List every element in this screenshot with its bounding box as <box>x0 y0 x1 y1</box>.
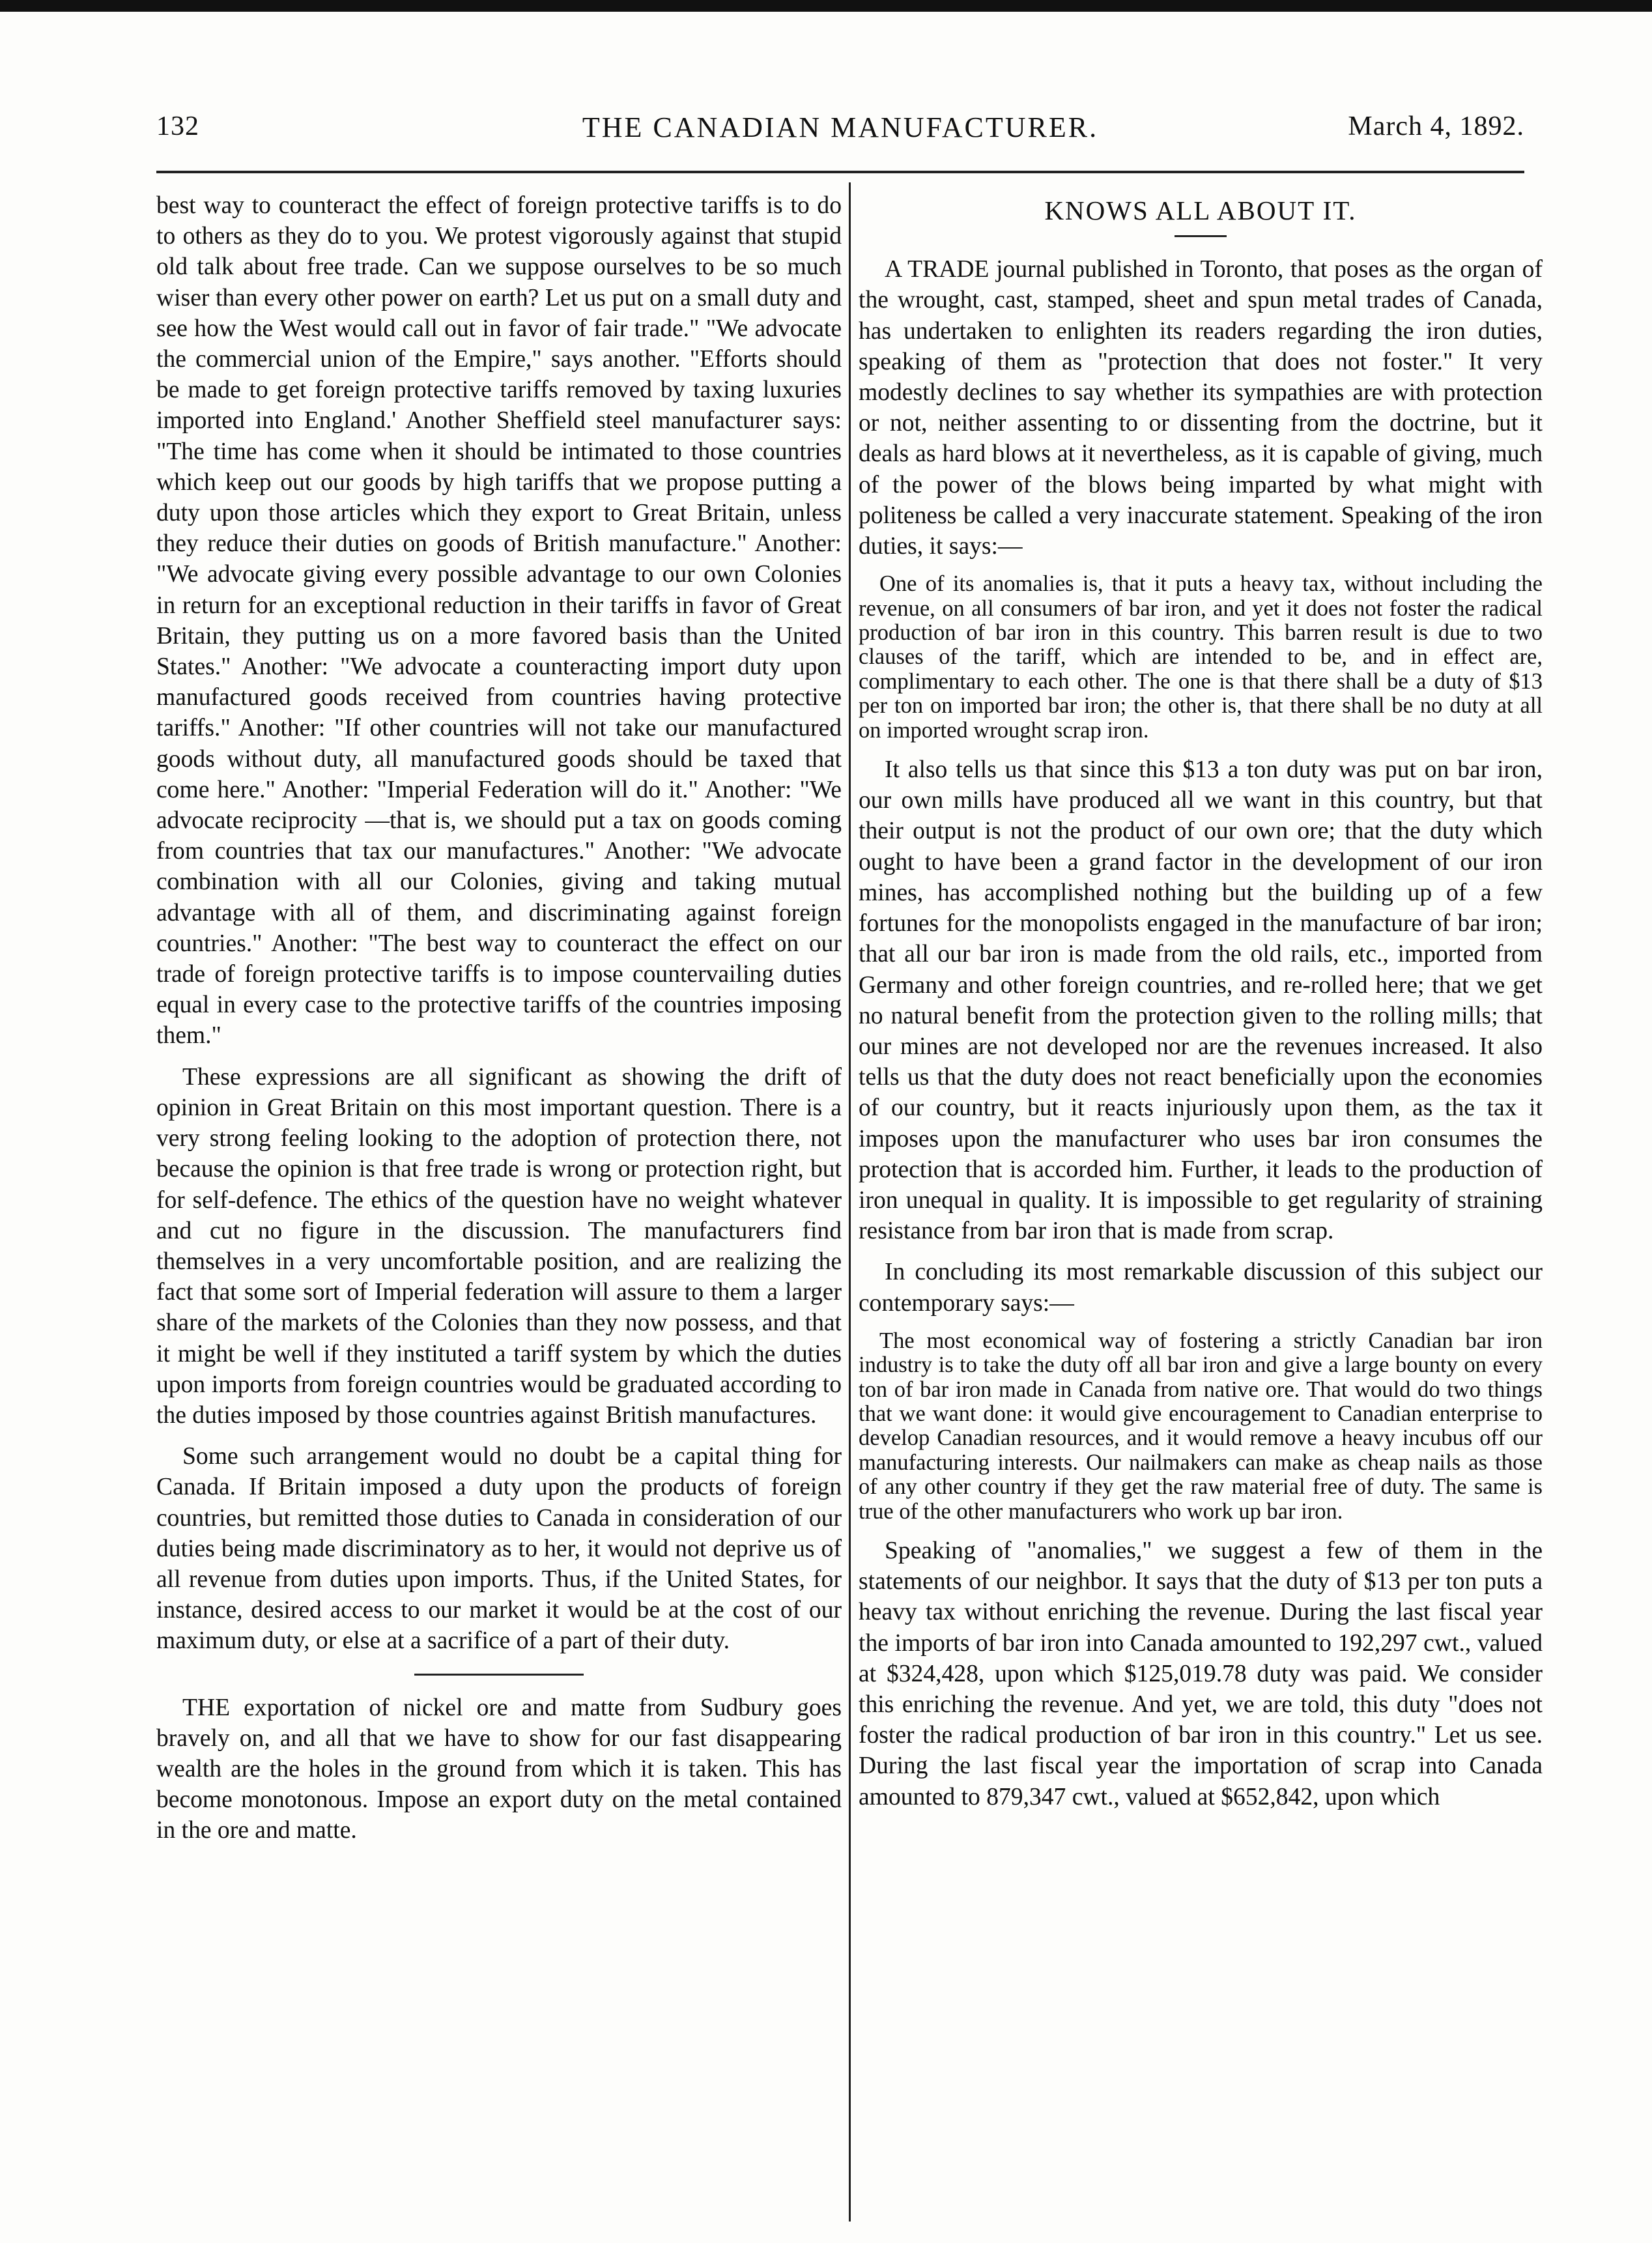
article-intro: A TRADE journal published in Toronto, that poses as the organ of the wrought, cast, stamped, sheet and spun metal trades of Canada, has undertaken to enlighten its readers regarding the iron duties, speaking of them as "protection that does not foster." It very modestly declines to say whether its sympathies are with protection or not, neither assenting to or dissenting from the doctrine, but it deals as hard blows at it nevertheless, as it is capable of giving, much of the power of the blows being imparted by what might with politeness be called a very inaccurate statement. Speaking of the iron duties, it says:— <box>859 256 1543 560</box>
article-paragraph-4: Speaking of "anomalies," we suggest a few of them in the statements of our neighbor. It says that the duty of $13 per ton puts a heavy tax without enriching the revenue. During the last fiscal year the imports of bar iron into Canada amounted to 192,297 cwt., valued at $324,428, upon which $125,019.78 duty was paid. We consider this enriching the revenue. And yet, we are told, this duty "does not foster the radical production of bar iron in this country." Let us see. During the last fiscal year the importation of scrap into Canada amounted to 879,347 cwt., valued at $652,842, upon which <box>859 1537 1543 1810</box>
header-rule <box>156 171 1524 173</box>
article-paragraph-3: In concluding its most remarkable discussion of this subject our contemporary says:— <box>859 1259 1543 1317</box>
left-paragraph-2: These expressions are all significant as showing the drift of opinion in Great Britain on this most important question. There is a very strong feeling looking to the adoption of protection there, not because the opinion is that free trade is wrong or protection right, but for self-defence. The ethics of the question have no weight whatever and cut no figure in the discussion. The manufacturers find themselves in a very uncomfortable position, and are realizing the fact that some sort of Imperial federation will assure to them a larger share of the markets of the Colonies than they now possess, and that it might be well if they instituted a tariff system by which the duties upon imports from foreign countries would be graduated according to the duties imposed by those countries against British manufactures. <box>156 1063 842 1429</box>
top-border-rule <box>0 0 1652 12</box>
section-separator <box>414 1674 584 1676</box>
left-paragraph-3: Some such arrangement would no doubt be a capital thing for Canada. If Britain imposed a duty upon the products of foreign countries, but remitted those duties to Canada in consideration of our duties being made discriminatory as to her, it would not deprive us of all revenue from duties upon imports. Thus, if the United States, for instance, desired access to our market it would be at the cost of our maximum duty, or else at a sacrifice of a part of their duty. <box>156 1443 842 1655</box>
page-number: 132 <box>156 111 199 141</box>
quoted-passage-1: One of its anomalies is, that it puts a heavy tax, without including the revenue, on all consumers of bar iron, and yet it does not foster the radical production of bar iron in this country. This barren result is due to two clauses of the tariff, which are intended to be, and in effect are, complimentary to each other. The one is that there shall be a duty of $13 per ton on imported bar iron; the other is, that there shall be no duty at all on imported wrought scrap iron. <box>859 571 1543 743</box>
nickel-paragraph: THE exportation of nickel ore and matte from Sudbury goes bravely on, and all that we have to show for our fast disappearing wealth are the holes in the ground from which it is taken. This has become monotonous. Impose an export duty on the metal contained in the ore and matte. <box>156 1694 842 1844</box>
title-rule <box>1175 235 1227 237</box>
publication-title: THE CANADIAN MANUFACTURER. <box>582 111 1099 143</box>
article-paragraph-2: It also tells us that since this $13 a ton duty was put on bar iron, our own mills have produced all we want in this country, but that their output is not the product of our own ore; that the duty which ought to have been a grand factor in the development of our iron mines, has accomplished nothing but the building up of a few fortunes for the monopolists engaged in the manufacture of bar iron; that all our bar iron is made from the old rails, etc., imported from Germany and other foreign countries, and re-rolled here; that we get no natural benefit from the protection given to the rolling mills; that our mines are not developed nor are the revenues increased. It also tells us that the duty does not react beneficially upon the economies of our country, but it reacts injuriously upon them, as the tax it imposes upon the manufacturer who uses bar iron consumes the protection that is accorded him. Further, it leads to the production of iron unequal in quality. It is impossible to get regularity of straining resistance from bar iron that is made from scrap. <box>859 756 1543 1245</box>
page-header <box>156 111 1524 156</box>
left-column <box>156 190 842 1857</box>
quoted-passage-2: The most economical way of fostering a strictly Canadian bar iron industry is to take the duty off all bar iron and give a large bounty on every ton of bar iron made in Canada from native ore. That would do two things that we want done: it would give encouragement to Canadian enterprise to develop Canadian resources, and it would remove a heavy incubus off our manufacturing interests. Our nailmakers can make as cheap nails as those of any other country if they get the raw material free of duty. The same is true of the other manufacturers who work up bar iron. <box>859 1328 1543 1524</box>
column-divider <box>849 182 851 2222</box>
issue-date: March 4, 1892. <box>1348 111 1524 141</box>
right-column <box>859 190 1543 1823</box>
article-title: KNOWS ALL ABOUT IT. <box>1044 195 1357 225</box>
left-paragraph-1: best way to counteract the effect of foreign protective tariffs is to do to others as they do to you. We protest vigorously against that stupid old talk about free trade. Can we suppose ourselves to be so much wiser than every other power on earth? Let us put on a small duty and see how the West would call out in favor of fair trade." "We advocate the commercial union of the Empire," says another. "Efforts should be made to get foreign protective tariffs removed by taxing luxuries imported into England.' Another Sheffield steel manufacturer says: "The time has come when it should be intimated to those countries which keep out our goods by high tariffs that we propose putting a duty upon those articles which they export to Great Britain, unless they reduce their duties on goods of British manufacture." Another: "We advocate giving every possible advantage to our own Colonies in return for an exceptional reduction in their tariffs in favor of Great Britain, they putting us on a more favored basis than the United States." Another: "We advocate a counteracting import duty upon manufactured goods received from countries having protective tariffs." Another: "If other countries will not take our manufactured goods without duty, all manufactured goods should be taxed that come here." Another: "Imperial Federation will do it." Another: "We advocate reciprocity —that is, we should put a tax on goods coming from countries that tax our manufactures." Another: "We advocate combination with all our Colonies, giving and taking mutual advantage with all of them, and discriminating against foreign countries." Another: "The best way to counteract the effect on our trade of foreign protective tariffs is to impose countervailing duties equal in every case to the protective tariffs of the countries imposing them." <box>156 192 842 1050</box>
